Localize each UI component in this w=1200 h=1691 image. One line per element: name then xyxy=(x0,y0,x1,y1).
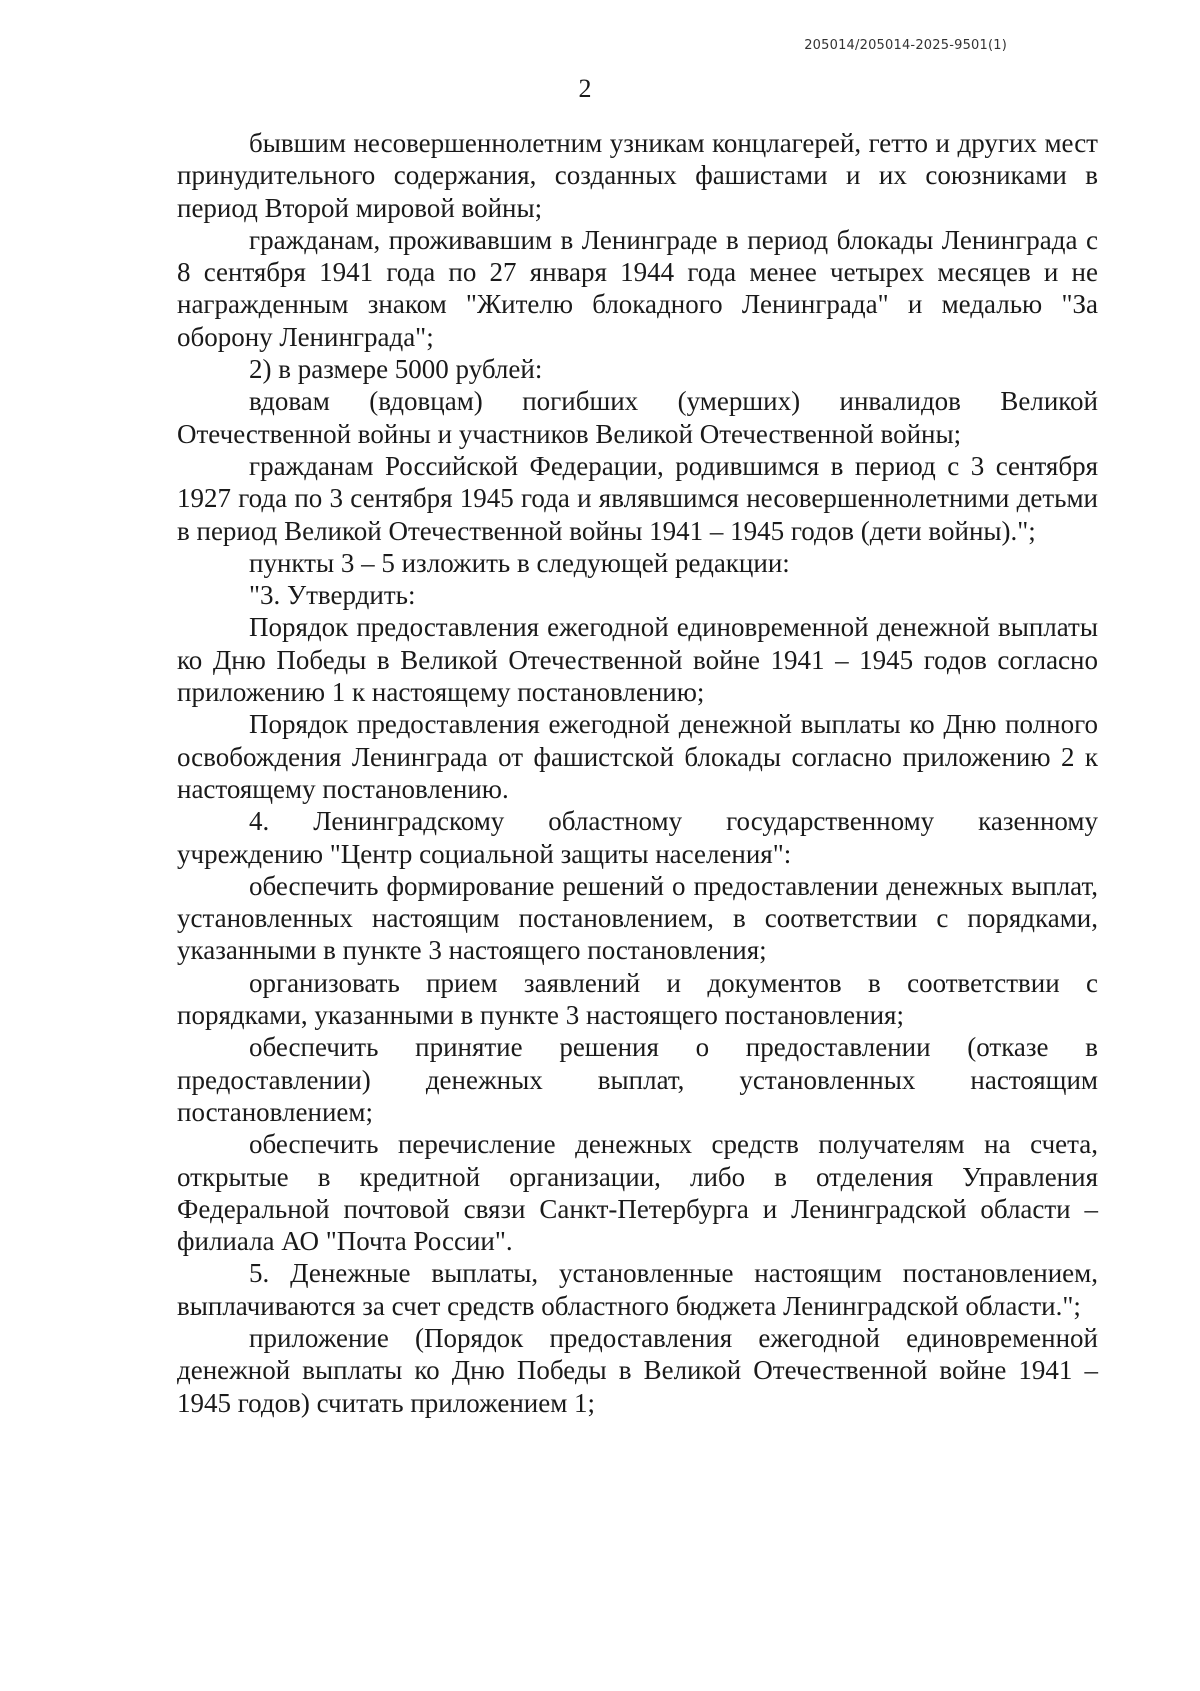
page-number: 2 xyxy=(578,74,592,103)
paragraph: гражданам Российской Федерации, родившимся в период с 3 сентября 1927 года по 3 сентября 1945 года и являвшимся несовершеннолетними детьми в период Великой Отечественной войны 1941 – 1945 годов (дети войны)."; xyxy=(177,450,1098,546)
paragraph: обеспечить перечисление денежных средств получателям на счета, открытые в кредитной организации, либо в отделения Управления Федеральной почтовой связи Санкт-Петербурга и Ленинградской области – филиала АО "Почта России". xyxy=(177,1129,1098,1257)
paragraph: приложение (Порядок предоставления ежегодной единовременной денежной выплаты ко Дню Победы в Великой Отечественной войне 1941 – 1945 годов) считать приложением 1; xyxy=(177,1322,1098,1418)
paragraph: 5. Денежные выплаты, установленные настоящим постановлением, выплачиваются за счет средств областного бюджета Ленинградской области."; xyxy=(177,1258,1098,1321)
paragraph: Порядок предоставления ежегодной единовременной денежной выплаты ко Дню Победы в Великой Отечественной войне 1941 – 1945 годов согласно приложению 1 к настоящему постановлению; xyxy=(177,612,1098,708)
document-id: 205014/205014-2025-9501(1) xyxy=(804,38,1007,53)
paragraph: 2) в размере 5000 рублей: xyxy=(249,354,543,385)
paragraph: гражданам, проживавшим в Ленинграде в период блокады Ленинграда с 8 сентября 1941 года по 27 января 1944 года менее четырех месяцев и не награжденным знаком "Жителю блокадного Ленинграда" и медалью "За оборону Ленинграда"; xyxy=(177,224,1098,352)
paragraph: Порядок предоставления ежегодной денежной выплаты ко Дню полного освобождения Ленинграда от фашистской блокады согласно приложению 2 к настоящему постановлению. xyxy=(177,709,1098,804)
paragraph: 4. Ленинградскому областному государственному казенному учреждению "Центр социальной защиты населения": xyxy=(177,806,1098,869)
paragraph: пункты 3 – 5 изложить в следующей редакции: xyxy=(249,547,790,578)
document-body xyxy=(177,127,1098,1419)
paragraph: вдовам (вдовцам) погибших (умерших) инвалидов Великой Отечественной войны и участников Великой Отечественной войны; xyxy=(177,386,1098,449)
paragraph: организовать прием заявлений и документов в соответствии с порядками, указанными в пункте 3 настоящего постановления; xyxy=(177,967,1098,1031)
paragraph: обеспечить принятие решения о предоставлении (отказе в предоставлении) денежных выплат, установленных настоящим постановлением; xyxy=(177,1032,1098,1127)
paragraph: обеспечить формирование решений о предоставлении денежных выплат, установленных настоящим постановлением, в соответствии с порядками, указанными в пункте 3 настоящего постановления; xyxy=(177,870,1098,966)
paragraph: бывшим несовершеннолетним узникам концлагерей, гетто и других мест принудительного содержания, созданных фашистами и их союзниками в период Второй мировой войны; xyxy=(177,128,1098,223)
paragraph: "3. Утвердить: xyxy=(249,580,416,611)
